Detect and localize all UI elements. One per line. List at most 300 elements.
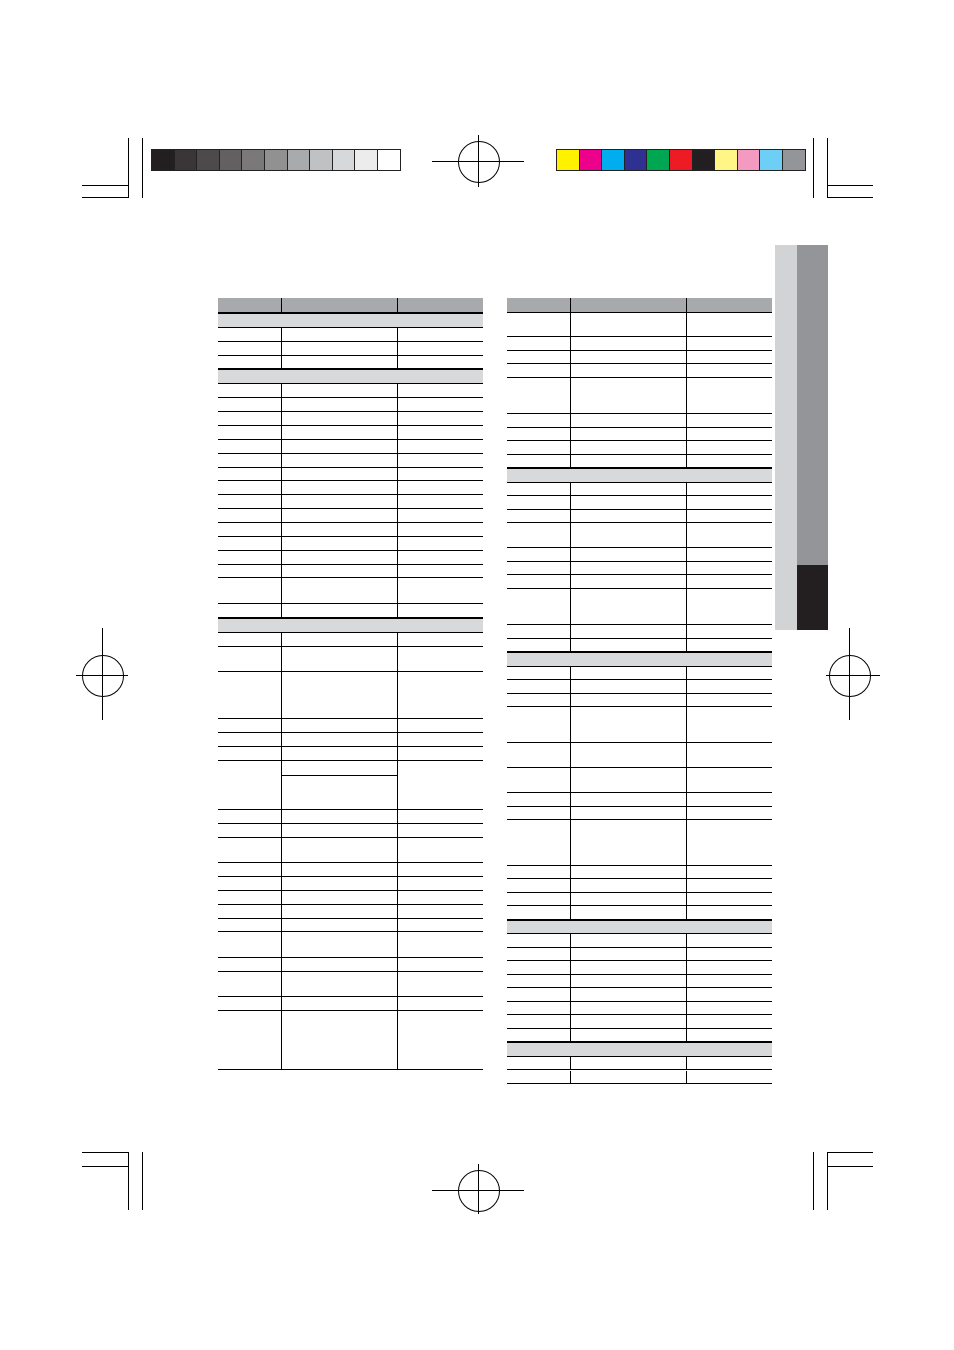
color-swatch	[196, 149, 220, 171]
table-cell	[570, 1002, 687, 1014]
table-cell	[570, 483, 687, 495]
table-row	[507, 807, 772, 820]
table-row	[507, 866, 772, 879]
table-cell	[218, 863, 282, 876]
table-cell	[281, 412, 398, 425]
color-swatch	[151, 149, 175, 171]
table-cell	[570, 948, 687, 960]
table-cell	[281, 578, 398, 603]
table-row	[218, 551, 483, 565]
table-row	[507, 337, 772, 350]
table-cell	[281, 958, 398, 971]
crop-mark-icon	[827, 185, 873, 186]
table-cell	[281, 384, 398, 397]
color-swatch	[601, 149, 625, 171]
table-row	[218, 328, 483, 342]
color-swatch	[624, 149, 648, 171]
table-row	[218, 672, 483, 719]
table-cell	[507, 1002, 571, 1014]
table-cell	[218, 440, 282, 453]
table-cell	[218, 523, 282, 536]
table-cell-divider	[281, 775, 397, 776]
table-cell	[218, 747, 282, 760]
color-swatch	[309, 149, 333, 171]
table-cell	[570, 975, 687, 987]
table-row	[507, 510, 772, 523]
table-cell	[570, 934, 687, 946]
table-cell	[507, 351, 571, 363]
table-row	[218, 747, 483, 761]
table-row	[218, 810, 483, 824]
table-cell	[507, 639, 571, 651]
table-cell	[507, 948, 571, 960]
table-cell	[507, 562, 571, 574]
table-cell	[570, 793, 687, 805]
table-cell	[281, 398, 398, 411]
table-cell	[507, 934, 571, 946]
table-row	[507, 1002, 772, 1015]
crop-mark-icon	[82, 1166, 128, 1167]
table-row	[507, 707, 772, 743]
table-cell	[218, 633, 282, 646]
table-row	[218, 919, 483, 933]
table-cell	[570, 1071, 687, 1083]
table-row	[218, 398, 483, 412]
table-cell	[570, 575, 687, 587]
table-cell	[218, 509, 282, 522]
table-cell	[218, 1011, 282, 1069]
table-row	[507, 948, 772, 961]
table-row	[218, 972, 483, 998]
table-row	[218, 719, 483, 733]
table-row	[507, 441, 772, 454]
table-row	[218, 481, 483, 495]
table-cell	[570, 680, 687, 692]
color-swatch	[354, 149, 378, 171]
table-cell	[218, 932, 282, 957]
table-cell	[507, 743, 571, 767]
table-cell	[570, 667, 687, 679]
table-cell	[570, 428, 687, 440]
table-cell	[507, 337, 571, 349]
table-row	[218, 523, 483, 537]
table-cell	[570, 548, 687, 560]
table-cell	[507, 667, 571, 679]
table-cell	[570, 441, 687, 453]
table-cell	[570, 414, 687, 426]
color-swatch	[287, 149, 311, 171]
table-cell	[218, 647, 282, 672]
table-row	[218, 824, 483, 838]
side-tab-light	[775, 245, 797, 630]
table-row	[218, 537, 483, 551]
table-cell	[507, 364, 571, 376]
table-row	[507, 1015, 772, 1028]
table-row	[218, 997, 483, 1011]
table-row	[507, 1029, 772, 1042]
table-section-row	[507, 468, 772, 483]
table-cell	[507, 975, 571, 987]
table-cell	[218, 398, 282, 411]
table-cell	[570, 589, 687, 624]
table-row	[218, 863, 483, 877]
table-row	[507, 893, 772, 906]
table-cell	[218, 551, 282, 564]
table-row	[507, 455, 772, 468]
table-cell	[218, 481, 282, 494]
color-swatch	[782, 149, 806, 171]
table-row	[507, 639, 772, 652]
table-cell	[570, 1029, 687, 1041]
table-row	[507, 743, 772, 768]
table-cell	[281, 647, 398, 672]
color-swatch	[759, 149, 783, 171]
table-cell	[281, 551, 398, 564]
table-section-row	[507, 652, 772, 667]
table-cell	[570, 496, 687, 508]
table-row	[218, 565, 483, 579]
color-swatch	[264, 149, 288, 171]
table-row	[507, 934, 772, 947]
table-row	[507, 378, 772, 414]
table-row	[218, 578, 483, 604]
table-cell	[281, 719, 398, 732]
table-cell	[507, 441, 571, 453]
table-row	[507, 562, 772, 575]
table-cell	[570, 378, 687, 413]
table-cell	[570, 313, 687, 337]
table-cell	[507, 1029, 571, 1041]
table-row	[218, 509, 483, 523]
table-cell	[507, 680, 571, 692]
table-cell	[507, 768, 571, 792]
table-cell	[570, 510, 687, 522]
table-cell	[281, 440, 398, 453]
table-cell	[507, 707, 571, 742]
table-cell	[570, 351, 687, 363]
table-cell	[218, 891, 282, 904]
table-row	[507, 988, 772, 1001]
table-cell	[218, 877, 282, 890]
table-cell	[281, 919, 398, 932]
table-cell	[507, 483, 571, 495]
table-row	[218, 891, 483, 905]
table-cell	[570, 893, 687, 905]
table-cell	[218, 997, 282, 1010]
table-cell	[507, 414, 571, 426]
color-swatch	[556, 149, 580, 171]
table-row	[218, 877, 483, 891]
table-cell	[218, 412, 282, 425]
table-section-row	[218, 369, 483, 384]
color-swatch	[377, 149, 401, 171]
crop-mark-icon	[82, 197, 128, 198]
table-cell	[218, 958, 282, 971]
table-section-row	[507, 1042, 772, 1057]
table-row	[507, 589, 772, 625]
table-cell	[507, 961, 571, 973]
table-cell	[281, 733, 398, 746]
table-cell	[281, 824, 398, 837]
table-row	[507, 793, 772, 806]
table-cell	[218, 426, 282, 439]
table-cell	[281, 972, 398, 997]
table-row	[218, 412, 483, 426]
table-cell	[218, 761, 282, 809]
table-cell	[507, 893, 571, 905]
table-row	[218, 761, 483, 810]
table-section-row	[218, 618, 483, 633]
table-cell	[218, 565, 282, 578]
table-cell	[570, 879, 687, 891]
table-cell	[281, 565, 398, 578]
color-swatch	[669, 149, 693, 171]
table-cell	[507, 510, 571, 522]
table-cell	[570, 1015, 687, 1027]
right-spec-table	[507, 298, 772, 1084]
table-cell	[281, 604, 398, 617]
color-swatch	[737, 149, 761, 171]
table-cell	[507, 496, 571, 508]
crop-mark-icon	[813, 138, 814, 198]
table-cell	[218, 604, 282, 617]
table-cell	[281, 495, 398, 508]
table-cell	[281, 761, 398, 809]
table-row	[218, 932, 483, 958]
table-cell	[507, 455, 571, 467]
table-row	[218, 440, 483, 454]
table-cell	[218, 454, 282, 467]
table-row	[507, 523, 772, 548]
table-row	[507, 625, 772, 638]
table-row	[507, 548, 772, 561]
crop-mark-icon	[827, 138, 828, 198]
table-row	[507, 667, 772, 680]
table-cell	[570, 768, 687, 792]
table-row	[218, 958, 483, 972]
table-row	[507, 414, 772, 427]
crop-mark-icon	[827, 1152, 828, 1210]
table-cell	[507, 589, 571, 624]
table-cell	[218, 733, 282, 746]
table-cell	[218, 537, 282, 550]
table-row	[218, 356, 483, 370]
crop-mark-icon	[142, 1152, 143, 1210]
table-header-row	[507, 298, 772, 313]
table-row	[507, 694, 772, 707]
table-cell	[218, 356, 282, 369]
table-row	[218, 426, 483, 440]
table-row	[507, 906, 772, 919]
crop-mark-icon	[128, 138, 129, 198]
table-cell	[507, 313, 571, 337]
table-cell	[281, 468, 398, 481]
table-cell	[281, 997, 398, 1010]
table-cell	[218, 672, 282, 718]
crop-mark-icon	[82, 185, 128, 186]
table-cell	[570, 1057, 687, 1069]
color-swatch	[241, 149, 265, 171]
table-cell	[507, 906, 571, 918]
table-cell	[218, 328, 282, 341]
color-swatch	[646, 149, 670, 171]
table-cell	[281, 838, 398, 863]
table-cell	[570, 807, 687, 819]
table-cell	[570, 743, 687, 767]
table-cell	[218, 578, 282, 603]
table-cell	[218, 384, 282, 397]
table-cell	[218, 838, 282, 863]
table-row	[507, 364, 772, 377]
table-cell	[570, 455, 687, 467]
table-row	[507, 313, 772, 338]
table-cell	[570, 337, 687, 349]
table-cell	[281, 523, 398, 536]
table-row	[507, 680, 772, 693]
table-row	[218, 604, 483, 618]
table-cell	[281, 509, 398, 522]
crop-mark-icon	[82, 1152, 128, 1153]
table-cell	[281, 672, 398, 718]
table-cell	[570, 961, 687, 973]
table-cell	[281, 863, 398, 876]
table-cell	[570, 298, 687, 312]
table-cell	[507, 807, 571, 819]
table-header-row	[218, 298, 483, 313]
table-cell	[570, 364, 687, 376]
table-cell	[218, 298, 282, 312]
table-row	[218, 633, 483, 647]
table-row	[507, 820, 772, 866]
table-cell	[281, 481, 398, 494]
table-row	[218, 733, 483, 747]
table-cell	[507, 1071, 571, 1083]
color-swatch	[714, 149, 738, 171]
table-cell	[570, 707, 687, 742]
table-cell	[570, 523, 687, 547]
table-cell	[218, 972, 282, 997]
side-tab-dark	[797, 565, 828, 630]
table-row	[507, 768, 772, 793]
color-swatch	[332, 149, 356, 171]
table-cell	[570, 625, 687, 637]
table-cell	[281, 298, 398, 312]
table-row	[507, 575, 772, 588]
table-cell	[507, 1015, 571, 1027]
table-row	[218, 647, 483, 673]
table-cell	[218, 824, 282, 837]
table-cell	[281, 905, 398, 918]
crop-mark-icon	[128, 1152, 129, 1210]
table-row	[218, 1011, 483, 1070]
crop-mark-icon	[142, 138, 143, 198]
table-cell	[218, 810, 282, 823]
table-row	[507, 351, 772, 364]
table-cell	[570, 694, 687, 706]
table-cell	[281, 342, 398, 355]
table-cell	[281, 537, 398, 550]
table-cell	[218, 905, 282, 918]
table-cell	[507, 378, 571, 413]
table-row	[218, 495, 483, 509]
table-cell	[218, 342, 282, 355]
table-cell	[507, 793, 571, 805]
table-cell	[570, 906, 687, 918]
color-swatch	[579, 149, 603, 171]
table-row	[218, 905, 483, 919]
table-cell	[507, 523, 571, 547]
color-swatch	[219, 149, 243, 171]
table-section-row	[507, 920, 772, 935]
table-cell	[281, 426, 398, 439]
table-cell	[507, 694, 571, 706]
table-row	[507, 975, 772, 988]
side-tab-mid	[797, 245, 828, 565]
table-row	[507, 961, 772, 974]
table-cell	[218, 919, 282, 932]
table-row	[507, 428, 772, 441]
table-cell	[570, 562, 687, 574]
table-cell	[281, 454, 398, 467]
table-cell	[218, 495, 282, 508]
table-cell	[218, 468, 282, 481]
table-row	[218, 384, 483, 398]
table-row	[507, 496, 772, 509]
table-cell	[507, 866, 571, 878]
table-cell	[218, 719, 282, 732]
table-cell	[570, 820, 687, 865]
table-cell	[507, 879, 571, 891]
table-cell	[570, 639, 687, 651]
left-spec-table	[218, 298, 483, 1070]
table-cell	[507, 575, 571, 587]
table-cell	[281, 877, 398, 890]
table-cell	[507, 820, 571, 865]
table-cell	[507, 1057, 571, 1069]
table-row	[507, 1071, 772, 1084]
table-cell	[507, 428, 571, 440]
table-cell	[281, 932, 398, 957]
color-swatch	[692, 149, 716, 171]
table-cell	[281, 328, 398, 341]
crop-mark-icon	[827, 197, 873, 198]
table-row	[218, 838, 483, 864]
crop-mark-icon	[827, 1152, 873, 1153]
table-cell	[570, 866, 687, 878]
table-cell	[507, 625, 571, 637]
table-cell	[281, 356, 398, 369]
table-row	[507, 483, 772, 496]
table-cell	[281, 891, 398, 904]
table-cell	[281, 633, 398, 646]
crop-mark-icon	[813, 1152, 814, 1210]
table-row	[507, 879, 772, 892]
table-cell	[507, 298, 571, 312]
table-cell	[570, 988, 687, 1000]
table-row	[218, 454, 483, 468]
table-cell	[281, 1011, 398, 1069]
table-cell	[507, 548, 571, 560]
crop-mark-icon	[827, 1166, 873, 1167]
table-cell	[507, 988, 571, 1000]
table-row	[507, 1057, 772, 1070]
table-section-row	[218, 313, 483, 328]
color-swatch	[174, 149, 198, 171]
table-cell	[281, 810, 398, 823]
table-row	[218, 342, 483, 356]
table-cell	[281, 747, 398, 760]
table-row	[218, 468, 483, 482]
